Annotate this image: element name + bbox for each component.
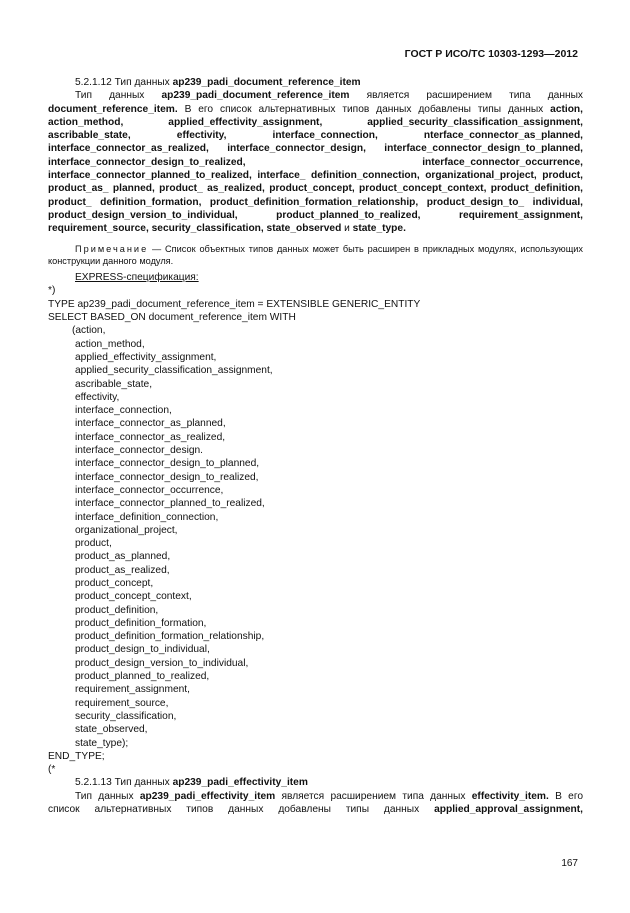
code-line: *) xyxy=(48,285,56,297)
note-paragraph: Примечание — Список объектных типов данных может быть расширен в прикладных модулях, использующих конструкции данного модуля. xyxy=(48,243,583,266)
code-line: interface_connector_occurrence, xyxy=(75,484,224,496)
code-line: product_concept_context, xyxy=(75,591,192,603)
code-line: END_TYPE; xyxy=(48,750,105,762)
page-content xyxy=(48,76,583,816)
code-items xyxy=(48,338,583,750)
code-line: effectivity, xyxy=(75,391,120,403)
code-line: applied_effectivity_assignment, xyxy=(75,351,217,363)
code-line: product_concept, xyxy=(75,577,154,589)
code-line: interface_connector_design_to_planned, xyxy=(75,458,260,470)
code-line: interface_connector_planned_to_realized, xyxy=(75,498,265,510)
code-line: security_classification, xyxy=(75,710,177,722)
code-line: product_definition, xyxy=(75,604,159,616)
code-line: TYPE ap239_padi_document_reference_item = EXTENSIBLE GENERIC_ENTITY xyxy=(48,298,421,310)
code-line: product_as_planned, xyxy=(75,551,171,563)
code-line: requirement_assignment, xyxy=(75,684,190,696)
code-line: requirement_source, xyxy=(75,697,169,709)
code-line: product_planned_to_realized, xyxy=(75,671,210,683)
express-label: EXPRESS-спецификация: xyxy=(75,272,199,284)
code-line: interface_connector_as_realized, xyxy=(75,431,226,443)
code-line: interface_definition_connection, xyxy=(75,511,219,523)
code-line: ascribable_state, xyxy=(75,378,153,390)
code-line: product_design_to_individual, xyxy=(75,644,210,656)
code-line: product_as_realized, xyxy=(75,564,170,576)
code-line: interface_connector_design. xyxy=(75,445,203,457)
code-line: (action, xyxy=(72,325,106,337)
code-line: state_observed, xyxy=(75,724,148,736)
express-code-block xyxy=(48,271,583,776)
code-line: interface_connector_as_planned, xyxy=(75,418,226,430)
code-line: applied_security_classification_assignment, xyxy=(75,365,273,377)
code-line: product_definition_formation, xyxy=(75,617,207,629)
document-header: ГОСТ Р ИСО/ТС 10303-1293—2012 xyxy=(404,48,578,60)
code-line: (* xyxy=(48,764,56,776)
code-line: action_method, xyxy=(75,338,145,350)
section-heading-5-2-1-12: 5.2.1.12 Тип данных ap239_padi_document_reference_item xyxy=(75,77,361,88)
section-paragraph-5-2-1-13: Тип данных ap239_padi_effectivity_item является расширением типа данных effectivity_item. В его список альтернативных типов данных добавлены типы данных applied_approval_assignment, xyxy=(48,790,583,816)
code-line: state_type); xyxy=(75,737,129,749)
code-line: product_design_version_to_individual, xyxy=(75,657,249,669)
code-line: product, xyxy=(75,538,112,550)
code-line: product_definition_formation_relationship, xyxy=(75,631,265,643)
code-line: interface_connector_design_to_realized, xyxy=(75,471,259,483)
code-line: interface_connection, xyxy=(75,405,172,417)
section-heading-5-2-1-13: 5.2.1.13 Тип данных ap239_padi_effectivity_item xyxy=(75,777,308,789)
code-line: SELECT BASED_ON document_reference_item WITH xyxy=(48,312,296,324)
code-line: organizational_project, xyxy=(75,524,178,536)
section-paragraph-5-2-1-12: Тип данных ap239_padi_document_reference_item является расширением типа данных document_reference_item. В его список альтернативных типов данных добавлены типы данных action, action_method, applied_effectivity_assignment, applied_security_classification_assignment, ascribable_state, effectivity, interface_connection, nterface_connector_as_planned, interface_connector_as_realized, interface_connector_design, interface_connector_design_to_planned, interface_connector_design_to_realized, interface_connector_occurrence, interface_connector_planned_to_realized, interface_ definition_connection, organizational_project, product, product_as_ planned, product_ as_realized, product_concept, product_concept_context, product_definition, product_ definition_formation, product_definition_formation_relationship, product_design_to_ individual, product_design_version_to_individual, product_planned_to_realized, requirement_assignment, requirement_source, security_classification, state_observed и state_type. xyxy=(48,90,583,235)
page-number: 167 xyxy=(561,858,578,869)
